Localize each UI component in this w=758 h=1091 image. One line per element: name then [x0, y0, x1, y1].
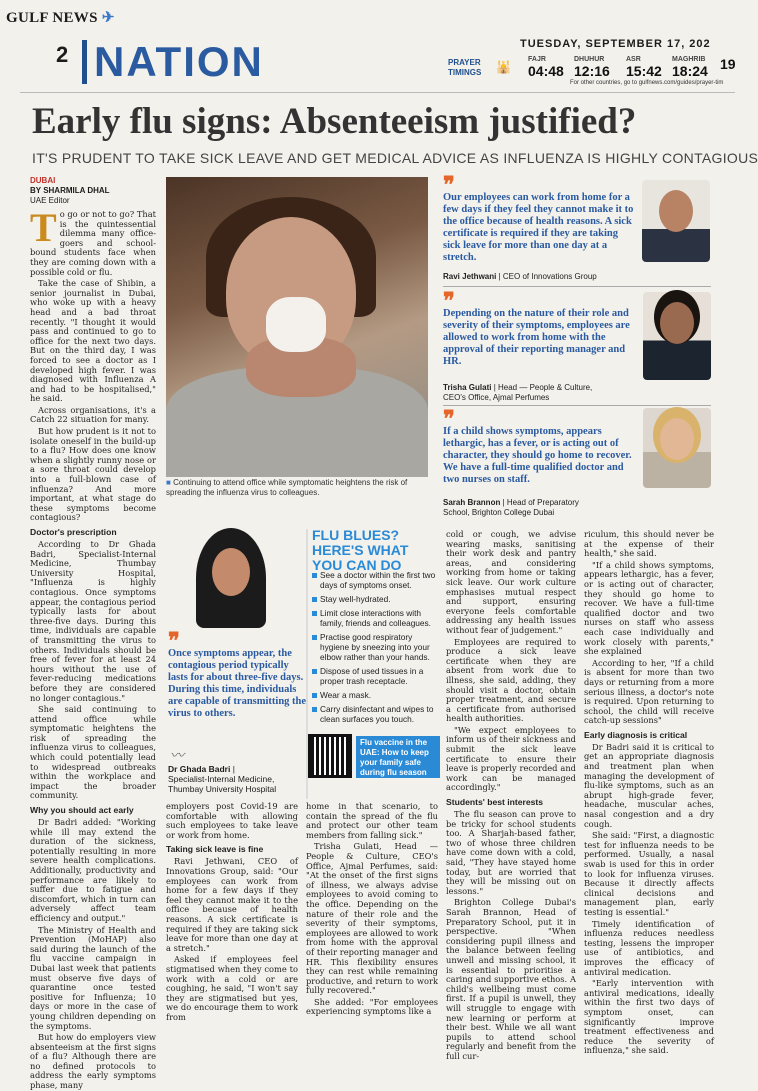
quote-attribution: Dr Ghada Badri | Specialist-Internal Medicine, Thumbay University Hospital	[168, 764, 277, 794]
dateline: DUBAI	[30, 176, 56, 185]
list-item: Carry disinfectant and wipes to clean surfaces you touch.	[312, 704, 442, 724]
paragraph: "Early intervention with antiviral medications, ideally within the first two days of symptom onset, can significantly improve treatment effectiveness and reduce the severity of influenza," she said.	[584, 978, 714, 1056]
section-heading: Doctor's prescription	[30, 527, 117, 537]
list-item: Dispose of used tissues in a proper trash receptacle.	[312, 666, 442, 686]
photo-caption: ■ Continuing to attend office while symptomatic heightens the risk of spreading the influenza virus to colleagues.	[166, 478, 408, 497]
quote-attribution: Ravi Jethwani | CEO of Innovations Group	[443, 272, 597, 281]
quote-mark-icon: ❞	[443, 172, 455, 197]
paragraph: The Ministry of Health and Prevention (MoHAP) also said during the launch of the flu vaccine campaign in Dubai last week that patients must observe five days of quarantine once tested positive for Influenza; 10 days or more in the case of young children depending on the symptoms.	[30, 924, 156, 1031]
quote-attribution-line2: School, Brighton College Dubai	[443, 508, 555, 517]
prayer-asr: ASR 15:42	[626, 56, 662, 79]
prayer-timings	[446, 56, 735, 90]
list-item: Practise good respiratory hygiene by sneezing into your elbow rather than your hands.	[312, 632, 442, 662]
article-column-2	[166, 802, 298, 1022]
paragraph: Dr Badri added: "Working while ill may extend the duration of the sickness, potentially resulting in more severe health complications. Additionally, productivity and performance are likely to suffer due to fatigue and discomfort, which in turn can adversely affect team efficiency and output."	[30, 817, 156, 923]
pull-quote-sarah: If a child shows symptoms, appears lethargic, has a fever, or is acting out of character, they should go home to recover. We have a full-time qualified doctor and two nurses on staff.	[443, 426, 632, 485]
paragraph: Across organisations, it's a Catch 22 situation for many.	[30, 404, 156, 425]
paragraph: According to her, "If a child is absent for more than two days or returning from a more serious illness, a doctor's note is required. Upon returning to school, the child will receive catch-up sessions"	[584, 657, 714, 726]
paragraph: o go or not to go? That is the quintessential dilemma many office-goers and school-bound students face when they are coming down with a possible cold or flu.	[30, 209, 156, 277]
prayer-dhuhur: DHUHUR 12:16	[574, 56, 610, 79]
pull-quote-badri: Once symptoms appear, the contagious period typically lasts for about three-five days. During this time, individuals are capable of transmitting the virus to others.	[168, 648, 307, 719]
article-column-1	[30, 205, 156, 1091]
prayer-isha: 19	[720, 56, 736, 72]
mosque-icon: 🕌	[496, 60, 511, 74]
flu-tips-list	[312, 570, 442, 728]
paragraph: Employees are required to produce a sick leave certificate when they are absent from work due to illness, she said, adding, they should visit a doctor, obtain proper treatment, and secure a certificate from authorised health authorities.	[446, 636, 576, 724]
dr-ghada-badri-photo	[196, 528, 266, 628]
page-number: 2	[56, 42, 69, 67]
section-title: NATION	[94, 38, 264, 85]
signature-scribble: 〰	[170, 749, 184, 764]
article-column-3	[306, 802, 438, 1022]
paragraph: "If a child shows symptoms, appears lethargic, has a fever, or is acting out of character, they should go home to recover. We have a full-time qualified doctor and two nurses on staff who assess each case individually and work closely with parents," she explained	[584, 559, 714, 657]
gulf-news-logo: GULF NEWS ✈	[6, 10, 115, 26]
trisha-gulati-photo	[643, 292, 711, 380]
quote-mark-icon: ❞	[168, 628, 180, 653]
article-column-5	[584, 529, 714, 1056]
issue-date: TUESDAY, SEPTEMBER 17, 202	[520, 38, 711, 50]
prayer-label: PRAYER TIMINGS	[448, 58, 482, 77]
quote-attribution: Trisha Gulati | Head — People & Culture,	[443, 383, 593, 392]
section-heading: Students' best interests	[446, 797, 544, 808]
caption-square-icon: ■	[166, 478, 171, 487]
byline: BY SHARMILA DHAL	[30, 186, 110, 195]
prayer-note: For other countries, go to gulfnews.com/guides/prayer-tim	[570, 80, 724, 86]
paragraph: Asked if employees feel stigmatised when they come to work with a cold or are coughing, he said, "I won't say they are stigmatised but yes, we do encourage them to work from	[166, 954, 298, 1022]
quote-attribution-line2: CEO's Office, Ajmal Perfumes	[443, 393, 550, 402]
pull-quote-trisha: Depending on the nature of their role and severity of their symptoms, employees are allowed to work from home with the approval of their reporting manager and HR.	[443, 308, 630, 367]
quote-attribution: Sarah Brannon | Head of Preparatory	[443, 498, 579, 507]
article-column-4	[446, 529, 576, 1061]
sarah-brannon-photo	[643, 408, 711, 488]
byline-title: UAE Editor	[30, 196, 70, 205]
subheadline: IT'S PRUDENT TO TAKE SICK LEAVE AND GET MEDICAL ADVICE AS INFLUENZA IS HIGHLY CONTAGIOUS	[32, 150, 758, 166]
paragraph: cold or cough, we advise wearing masks, sanitising their work desk and pantry areas, and considering working from home or taking sick leave. Our work culture emphasises mutual respect and support, ensuring everyone feels comfortable addressing any health issues without fear of judgement."	[446, 529, 576, 635]
paragraph: The flu season can prove to be tricky for school students too. A Sharjah-based father, two of whose three children have come down with a cold, said, "They have stayed home today, but are worried that they will be missing out on lessons."	[446, 809, 576, 896]
paragraph: But how do employers view absenteeism at the first signs of a flu? Although there are no defined protocols to address the early symptoms phase, many	[30, 1032, 156, 1091]
headline: Early flu signs: Absenteeism justified?	[32, 101, 637, 142]
paragraph: According to Dr Ghada Badri, Specialist-Internal Medicine, Thumbay University Hospital, "Influenza is highly contagious. Once symptoms appear, the contagious period typically lasts for about three-five days. During this time, individuals are capable of transmitting the virus to others. Individuals should be free of fever for at least 24 hours without the use of fever-reducing medications before they are considered no longer contagious."	[30, 539, 156, 703]
prayer-fajr: FAJR 04:48	[528, 56, 564, 79]
paragraph: But how prudent is it not to isolate oneself in the build-up to a flu? How does one know when a slightly runny nose or a sore throat could develop into a full-blown case of influenza? And more important, at what stage do these symptoms become contagious?	[30, 426, 156, 523]
paragraph: employers post Covid-19 are comfortable with allowing such employees to take leave or work from home.	[166, 801, 298, 840]
paragraph: "We expect employees to inform us of their sickness and submit the sick leave certificate to ensure their leave is properly recorded and work can be managed accordingly."	[446, 724, 576, 793]
bird-logo-icon: ✈	[101, 10, 115, 26]
paragraph: Timely identification of influenza reduces needless testing, lessens the improper use of antibiotics, and improves the efficacy of antiviral medication.	[584, 918, 714, 977]
paragraph: Trisha Gulati, Head — People & Culture, CEO's Office, Ajmal Perfumes, said: "At the onset of the first signs of illness, we always advise employees to avoid coming to the office. Depending on the nature of their role and the severity of their symptoms, employees are allowed to work from home with the approval of their reporting manager and HR. This flexibility ensures they can rest while remaining productive, and return to work fully recovered."	[306, 841, 438, 996]
section-heading: Taking sick leave is fine	[166, 844, 264, 855]
paragraph: Ravi Jethwani, CEO of Innovations Group, said: "Our employees can work from home for a few days if they feel they cannot make it to the office because of health reasons. A sick certificate is required if they are taking sick leave for more than one day at a stretch."	[166, 856, 298, 953]
masthead-rule	[20, 92, 735, 93]
qr-code-icon[interactable]	[308, 734, 352, 778]
section-bar	[82, 40, 87, 84]
list-item: Wear a mask.	[312, 690, 442, 700]
ravi-jethwani-photo	[642, 180, 710, 262]
qr-note: Flu vaccine in the UAE: How to keep your family safe during flu season	[356, 736, 440, 778]
quote-mark-icon: ❞	[443, 288, 455, 313]
divider	[443, 405, 711, 406]
paragraph: home in that scenario, to contain the spread of the flu and protect our other team members from falling sick."	[306, 801, 438, 840]
paragraph: Dr Badri said it is critical to get an appropriate diagnosis and treatment plan when managing the development of flu-like symptoms, such as an abrupt high-grade fever, headache, muscular aches, nasal congestion and a dry cough.	[584, 741, 714, 829]
list-item: See a doctor within the first two days of symptoms onset.	[312, 570, 442, 590]
flu-box-title: FLU BLUES? HERE'S WHAT YOU CAN DO	[312, 527, 409, 573]
divider	[443, 286, 711, 287]
paragraph: Brighton College Dubai's Sarah Brannon, Head of Preparatory School, put it in perspective. "When considering pupil illness and the balance between feeling unwell and missing school, it is essential to prioritise a caring and supportive ethos. A child's wellbeing must come first. If a pupil is unwell, they will struggle to engage with new learning or perform at their best. While we all want pupils to attend school regularly and benefit from the full cur-	[446, 897, 576, 1061]
woman-sneezing-photo	[166, 177, 428, 473]
paragraph: Take the case of Shibin, a senior journalist in Dubai, who woke up with a heavy head and a bad throat recently. "I thought it would pass and continued to go to office for the next two days. But on the third day, I was forced to see a doctor as I developed high fever. I was diagnosed with Influenza A and had to be hospitalised," he said.	[30, 278, 156, 404]
paragraph: She said: "First, a diagnostic test for influenza needs to be performed. Usually, a nasal swab is used for this in order to look for influenza viruses. Because it directly affects clinical decisions and management plan, early testing is essential."	[584, 830, 714, 917]
section-heading: Early diagnosis is critical	[584, 729, 688, 740]
quote-mark-icon: ❞	[443, 406, 455, 431]
list-item: Limit close interactions with family, friends and colleagues.	[312, 608, 442, 628]
paragraph: She said continuing to attend office while symptomatic heightens the risk of spreading the influenza virus to colleagues, which could potentially lead to widespread outbreaks within the workplace and impact the broader community.	[30, 704, 156, 801]
drop-cap: T	[30, 205, 57, 250]
prayer-maghrib: MAGHRIB 18:24	[672, 56, 708, 79]
section-heading: Why you should act early	[30, 805, 134, 816]
pull-quote-ravi: Our employees can work from home for a few days if they feel they cannot make it to the office because of health reasons. A sick certificate is required if they are taking sick leave for more than one day at a stretch.	[443, 192, 634, 263]
paragraph: She added: "For employees experiencing symptoms like a	[306, 996, 438, 1017]
paragraph: riculum, this should never be at the expense of their health," she said.	[584, 529, 714, 559]
list-item: Stay well-hydrated.	[312, 594, 442, 604]
